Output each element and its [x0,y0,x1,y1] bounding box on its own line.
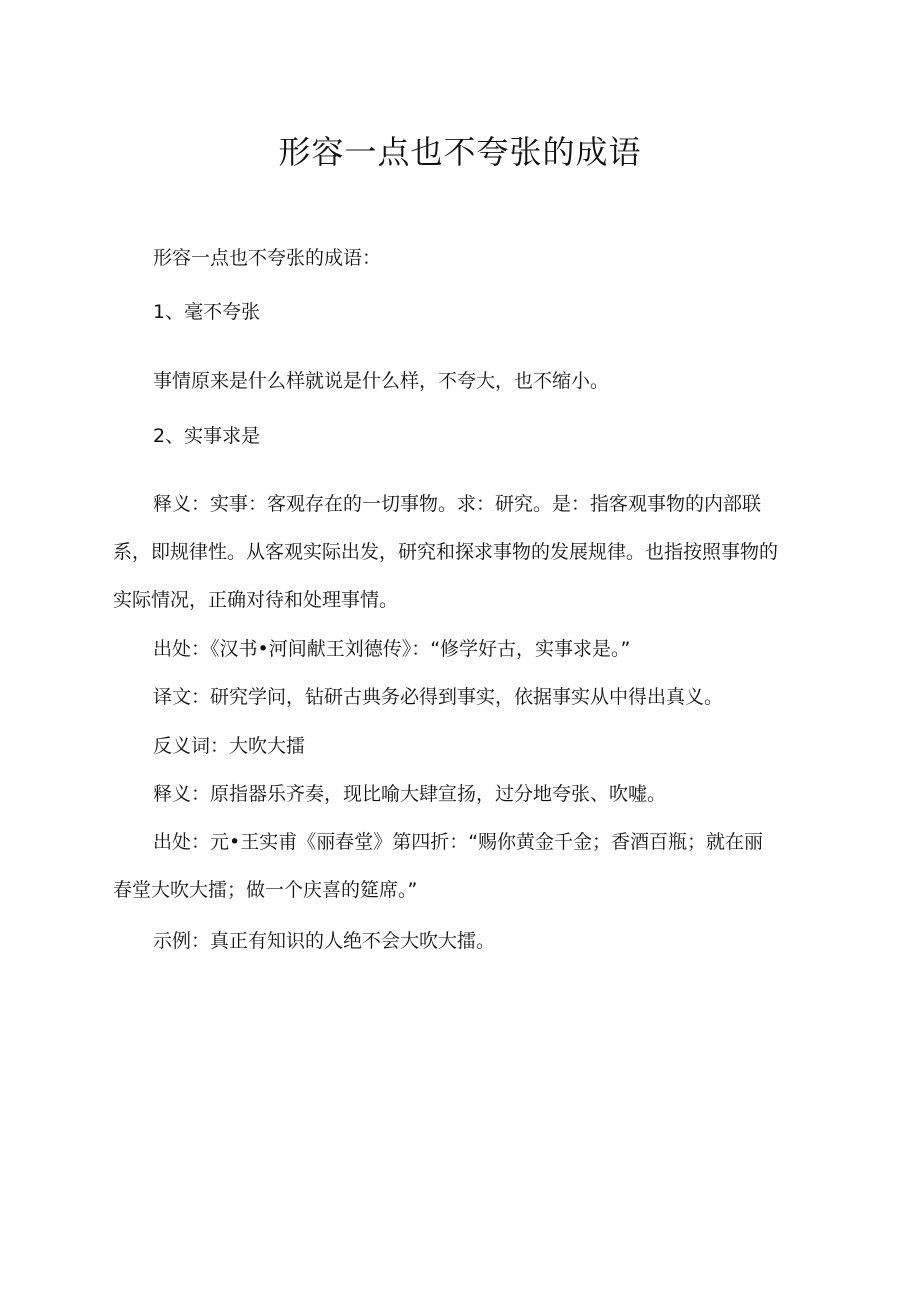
item2-meaning-line: 释义：实事：客观存在的一切事物。求：研究。是：指客观事物的内部联 [153,493,762,515]
item2-heading: 2、实事求是 [153,425,261,447]
item2-translation: 译文：研究学问，钻研古典务必得到事实，依据事实从中得出真义。 [153,686,724,708]
item2-source: 出处：《汉书•河间献王刘德传》：“修学好古，实事求是。” [153,638,631,660]
antonym-meaning: 释义：原指器乐齐奏，现比喻大肆宣扬，过分地夸张、吹嘘。 [153,783,667,805]
item1-heading: 1、毫不夸张 [153,301,261,323]
antonym-source-paragraph [113,818,813,914]
antonym-source-line: 出处：元•王实甫《丽春堂》第四折：“赐你黄金千金；香酒百瓶；就在丽 [153,831,764,853]
item2-meaning-line: 实际情况，正确对待和处理事情。 [113,589,399,611]
antonym-heading: 反义词：大吹大擂 [153,735,306,757]
antonym-source-line: 春堂大吹大擂；做一个庆喜的筵席。” [113,879,418,901]
antonym-example: 示例：真正有知识的人绝不会大吹大擂。 [153,930,496,952]
item2-meaning-line: 系，即规律性。从客观实际出发，研究和探求事物的发展规律。也指按照事物的 [113,541,779,563]
item1-description: 事情原来是什么样就说是什么样，不夸大，也不缩小。 [153,370,610,392]
page-title: 形容一点也不夸张的成语 [278,133,642,171]
item2-meaning-paragraph [113,480,813,624]
intro-text: 形容一点也不夸张的成语： [153,247,382,269]
